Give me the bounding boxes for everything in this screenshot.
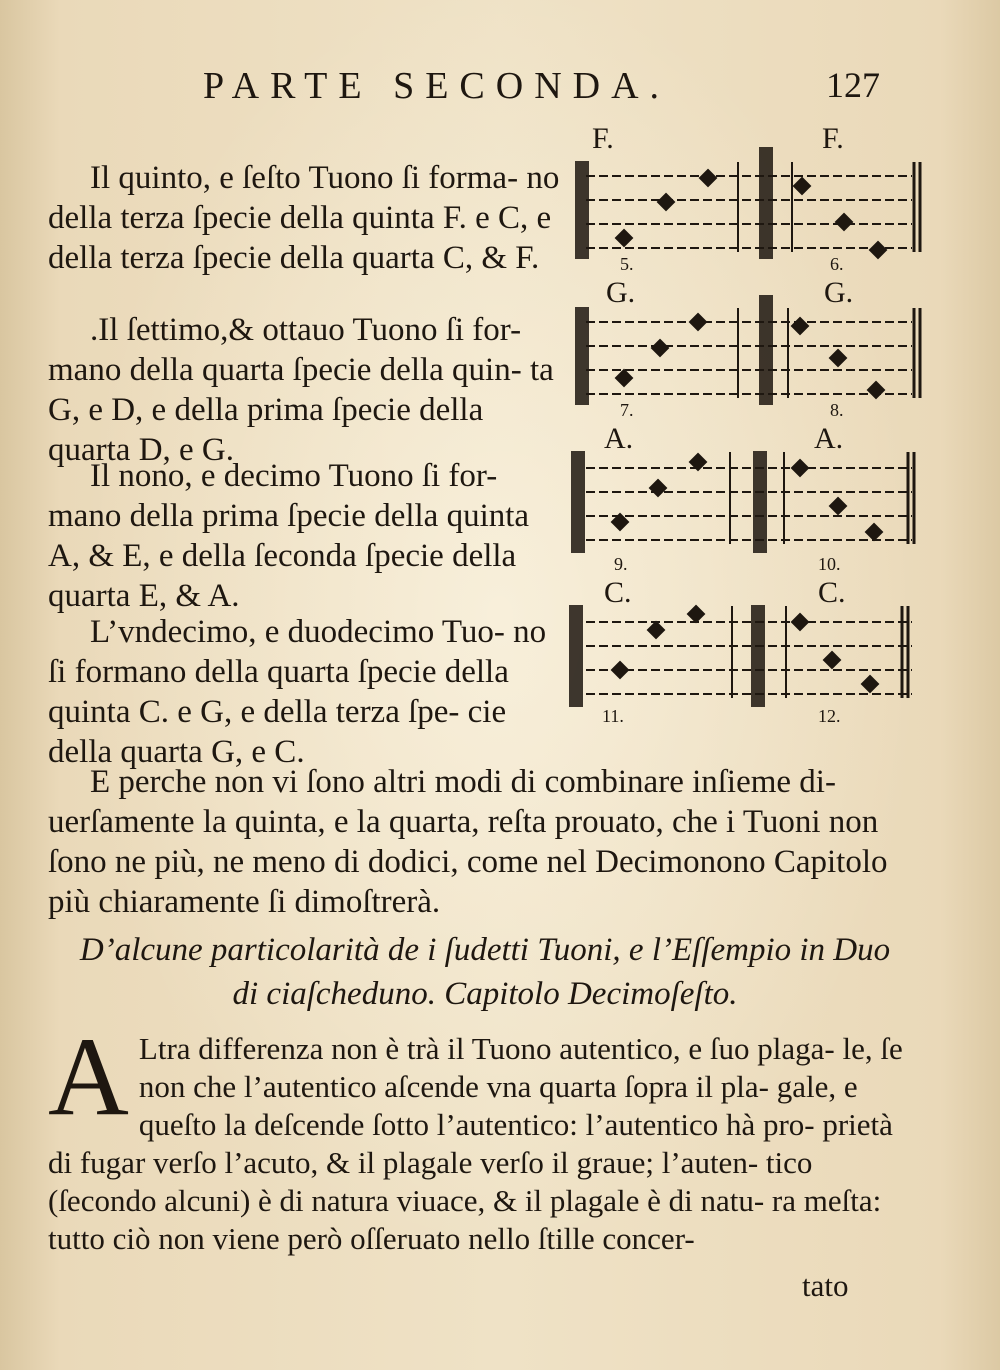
paragraph-settimo-ottavo: .Il ſettimo,& ottauo Tuono ſi for- mano della quarta ſpecie della quin- ta G, e D, e della prima ſpecie della quarta D, e G. [48, 312, 554, 468]
music-example-5-6 [576, 148, 920, 258]
music-example-11-12 [570, 606, 912, 706]
final-label-10: A. [814, 422, 844, 455]
mode-number-9: 9. [614, 554, 628, 574]
mode-number-8: 8. [830, 400, 844, 420]
final-label-7: G. [606, 276, 636, 309]
final-label-6: F. [822, 122, 844, 155]
mode-number-5: 5. [620, 254, 634, 274]
mode-number-6: 6. [830, 254, 844, 274]
music-example-7-8 [576, 296, 920, 404]
final-label-12: C. [818, 576, 846, 609]
page-number: 127 [826, 65, 880, 105]
chapter-heading: D’alcune particolarità de i ſudetti Tuoni, e l’Eſſempio in Duo di ciaſcheduno. Capitolo Decimoſeſto. [79, 932, 891, 1012]
music-examples [562, 118, 942, 728]
mode-number-7: 7. [620, 400, 634, 420]
music-example-9-10 [572, 452, 914, 552]
paragraph-perche: E perche non vi ſono altri modi di combinare inſieme di- uerſamente la quinta, e la quarta, reſta prouato, che i Tuoni non ſono ne più, ne meno di dodici, come nel Decimonono Capitolo più chiaramente ſi dimoſtrerà. [48, 764, 888, 920]
body-text: Ltra differenza non è trà il Tuono autentico, e ſuo plaga- le, ſe non che l’autentico aſcende vna quarta ſopra il pla- gale, e queſto la deſcende ſotto l’autentico: l’autentico hà pro- prietà di fugar verſo l’acuto, & il plagale verſo il graue; l’auten- tico (ſecondo alcuni) è di natura viuace, & il plagale è di natu- ra meſta: tutto ciò non viene però oſſeruato nello ſtille concer- [48, 1031, 903, 1256]
running-title: PARTE SECONDA. [203, 65, 671, 107]
paragraph-quinto-sesto: Il quinto, e ſeſto Tuono ſi forma- no della terza ſpecie della quinta F. e C, e della terza ſpecie della quarta C, & F. [48, 160, 560, 276]
catchword: tato [802, 1268, 849, 1303]
final-label-11: C. [604, 576, 632, 609]
mode-number-12: 12. [818, 706, 841, 726]
body-paragraph [48, 1015, 910, 1258]
final-label-5: F. [592, 122, 614, 155]
mode-number-10: 10. [818, 554, 841, 574]
drop-cap: A [48, 1015, 129, 1139]
page-header [0, 64, 1000, 114]
mode-number-11: 11. [602, 706, 624, 726]
final-label-8: G. [824, 276, 854, 309]
paragraph-nono-decimo: Il nono, e decimo Tuono ſi for- mano della prima ſpecie della quinta A, & E, e della ſeconda ſpecie della quarta E, & A. [48, 458, 530, 614]
final-label-9: A. [604, 422, 634, 455]
paragraph-undecimo-duodecimo: L’vndecimo, e duodecimo Tuo- no ſi formano della quarta ſpecie della quinta C. e G, e della terza ſpe- cie della quarta G, e C. [48, 614, 547, 770]
